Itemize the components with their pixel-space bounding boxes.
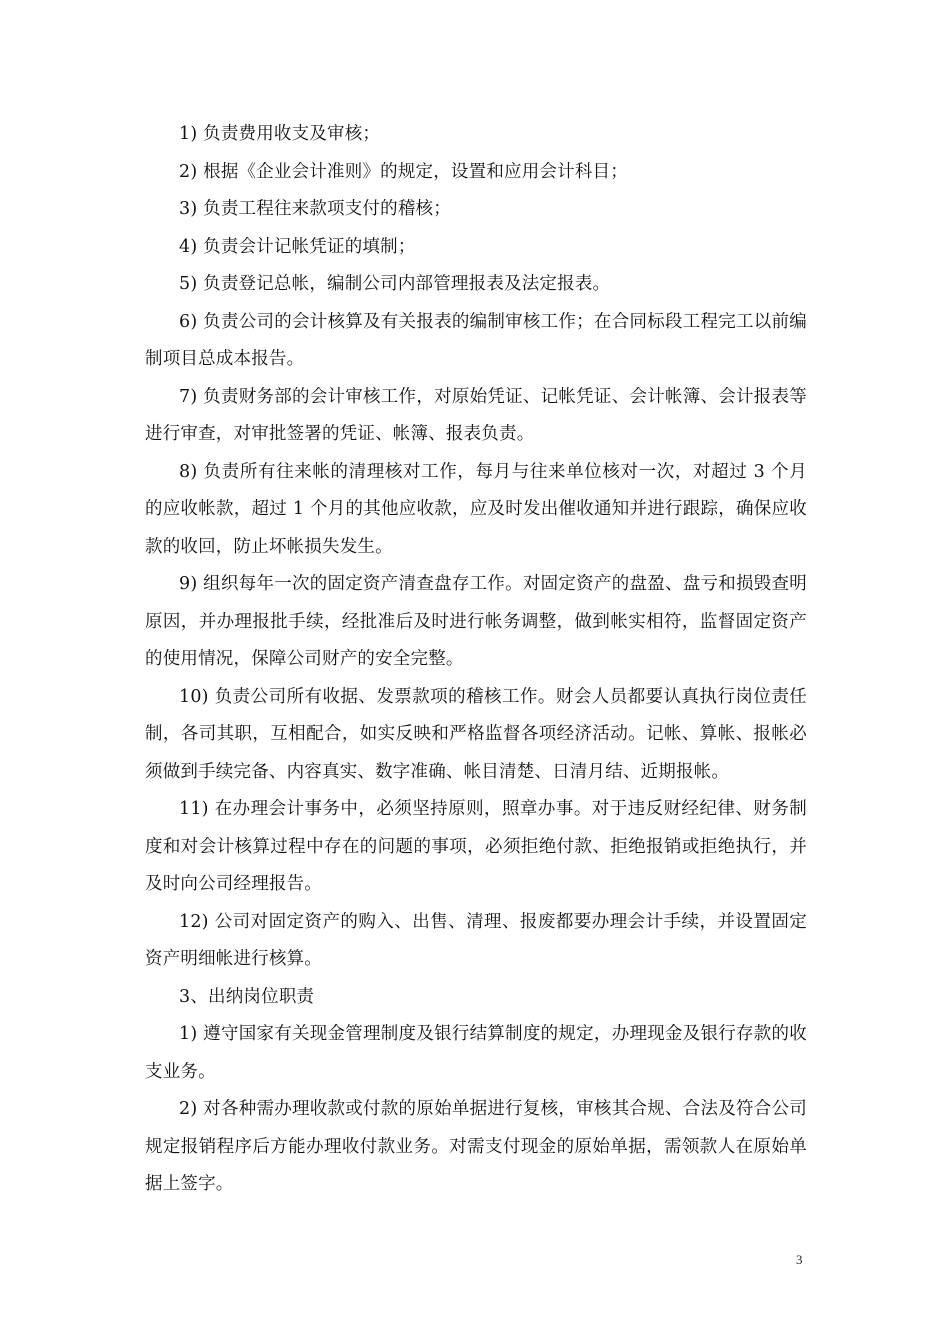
cashier-paragraph-1: 1) 遵守国家有关现金管理制度及银行结算制度的规定，办理现金及银行存款的收支业务。	[145, 1024, 807, 1082]
paragraph-9: 9) 组织每年一次的固定资产清查盘存工作。对固定资产的盘盈、盘亏和损毁查明原因，并办理报批手续，经批准后及时进行帐务调整，做到帐实相符，监督固定资产的使用情况，保障公司财产的安全完整。	[145, 574, 807, 669]
paragraph-10: 10) 负责公司所有收据、发票款项的稽核工作。财会人员都要认真执行岗位责任制，各司其职，互相配合，如实反映和严格监督各项经济活动。记帐、算帐、报帐必须做到手续完备、内容真实、数字准确、帐目清楚、日清月结、近期报帐。	[145, 686, 807, 782]
section-heading-cashier: 3、出纳岗位职责	[179, 986, 315, 1007]
paragraph-4: 4) 负责会计记帐凭证的填制；	[179, 236, 416, 257]
paragraph-12: 12) 公司对固定资产的购入、出售、清理、报废都要办理会计手续，并设置固定资产明细帐进行核算。	[145, 911, 807, 969]
paragraph-1: 1) 负责费用收支及审核；	[179, 124, 381, 144]
document-body	[145, 116, 807, 1204]
paragraph-7: 7) 负责财务部的会计审核工作，对原始凭证、记帐凭证、会计帐簿、会计报表等进行审查，对审批签署的凭证、帐簿、报表负责。	[145, 386, 807, 444]
paragraph-11: 11) 在办理会计事务中，必须坚持原则，照章办事。对于违反财经纪律、财务制度和对会计核算过程中存在的问题的事项，必须拒绝付款、拒绝报销或拒绝执行，并及时向公司经理报告。	[145, 799, 807, 894]
page-number: 3	[796, 1252, 803, 1267]
paragraph-2: 2) 根据《企业会计准则》的规定，设置和应用会计科目；	[179, 161, 628, 182]
cashier-paragraph-2: 2) 对各种需办理收款或付款的原始单据进行复核，审核其合规、合法及符合公司规定报销程序后方能办理收付款业务。对需支付现金的原始单据，需领款人在原始单据上签字。	[145, 1099, 807, 1194]
paragraph-3: 3) 负责工程往来款项支付的稽核；	[179, 199, 451, 219]
paragraph-6: 6) 负责公司的会计核算及有关报表的编制审核工作；在合同标段工程完工以前编制项目总成本报告。	[145, 311, 807, 369]
paragraph-8: 8) 负责所有往来帐的清理核对工作，每月与往来单位核对一次，对超过 3 个月的应收帐款，超过 1 个月的其他应收款，应及时发出催收通知并进行跟踪，确保应收款的收回，防止坏帐损失发生。	[145, 461, 807, 557]
paragraph-5: 5) 负责登记总帐，编制公司内部管理报表及法定报表。	[179, 274, 611, 294]
